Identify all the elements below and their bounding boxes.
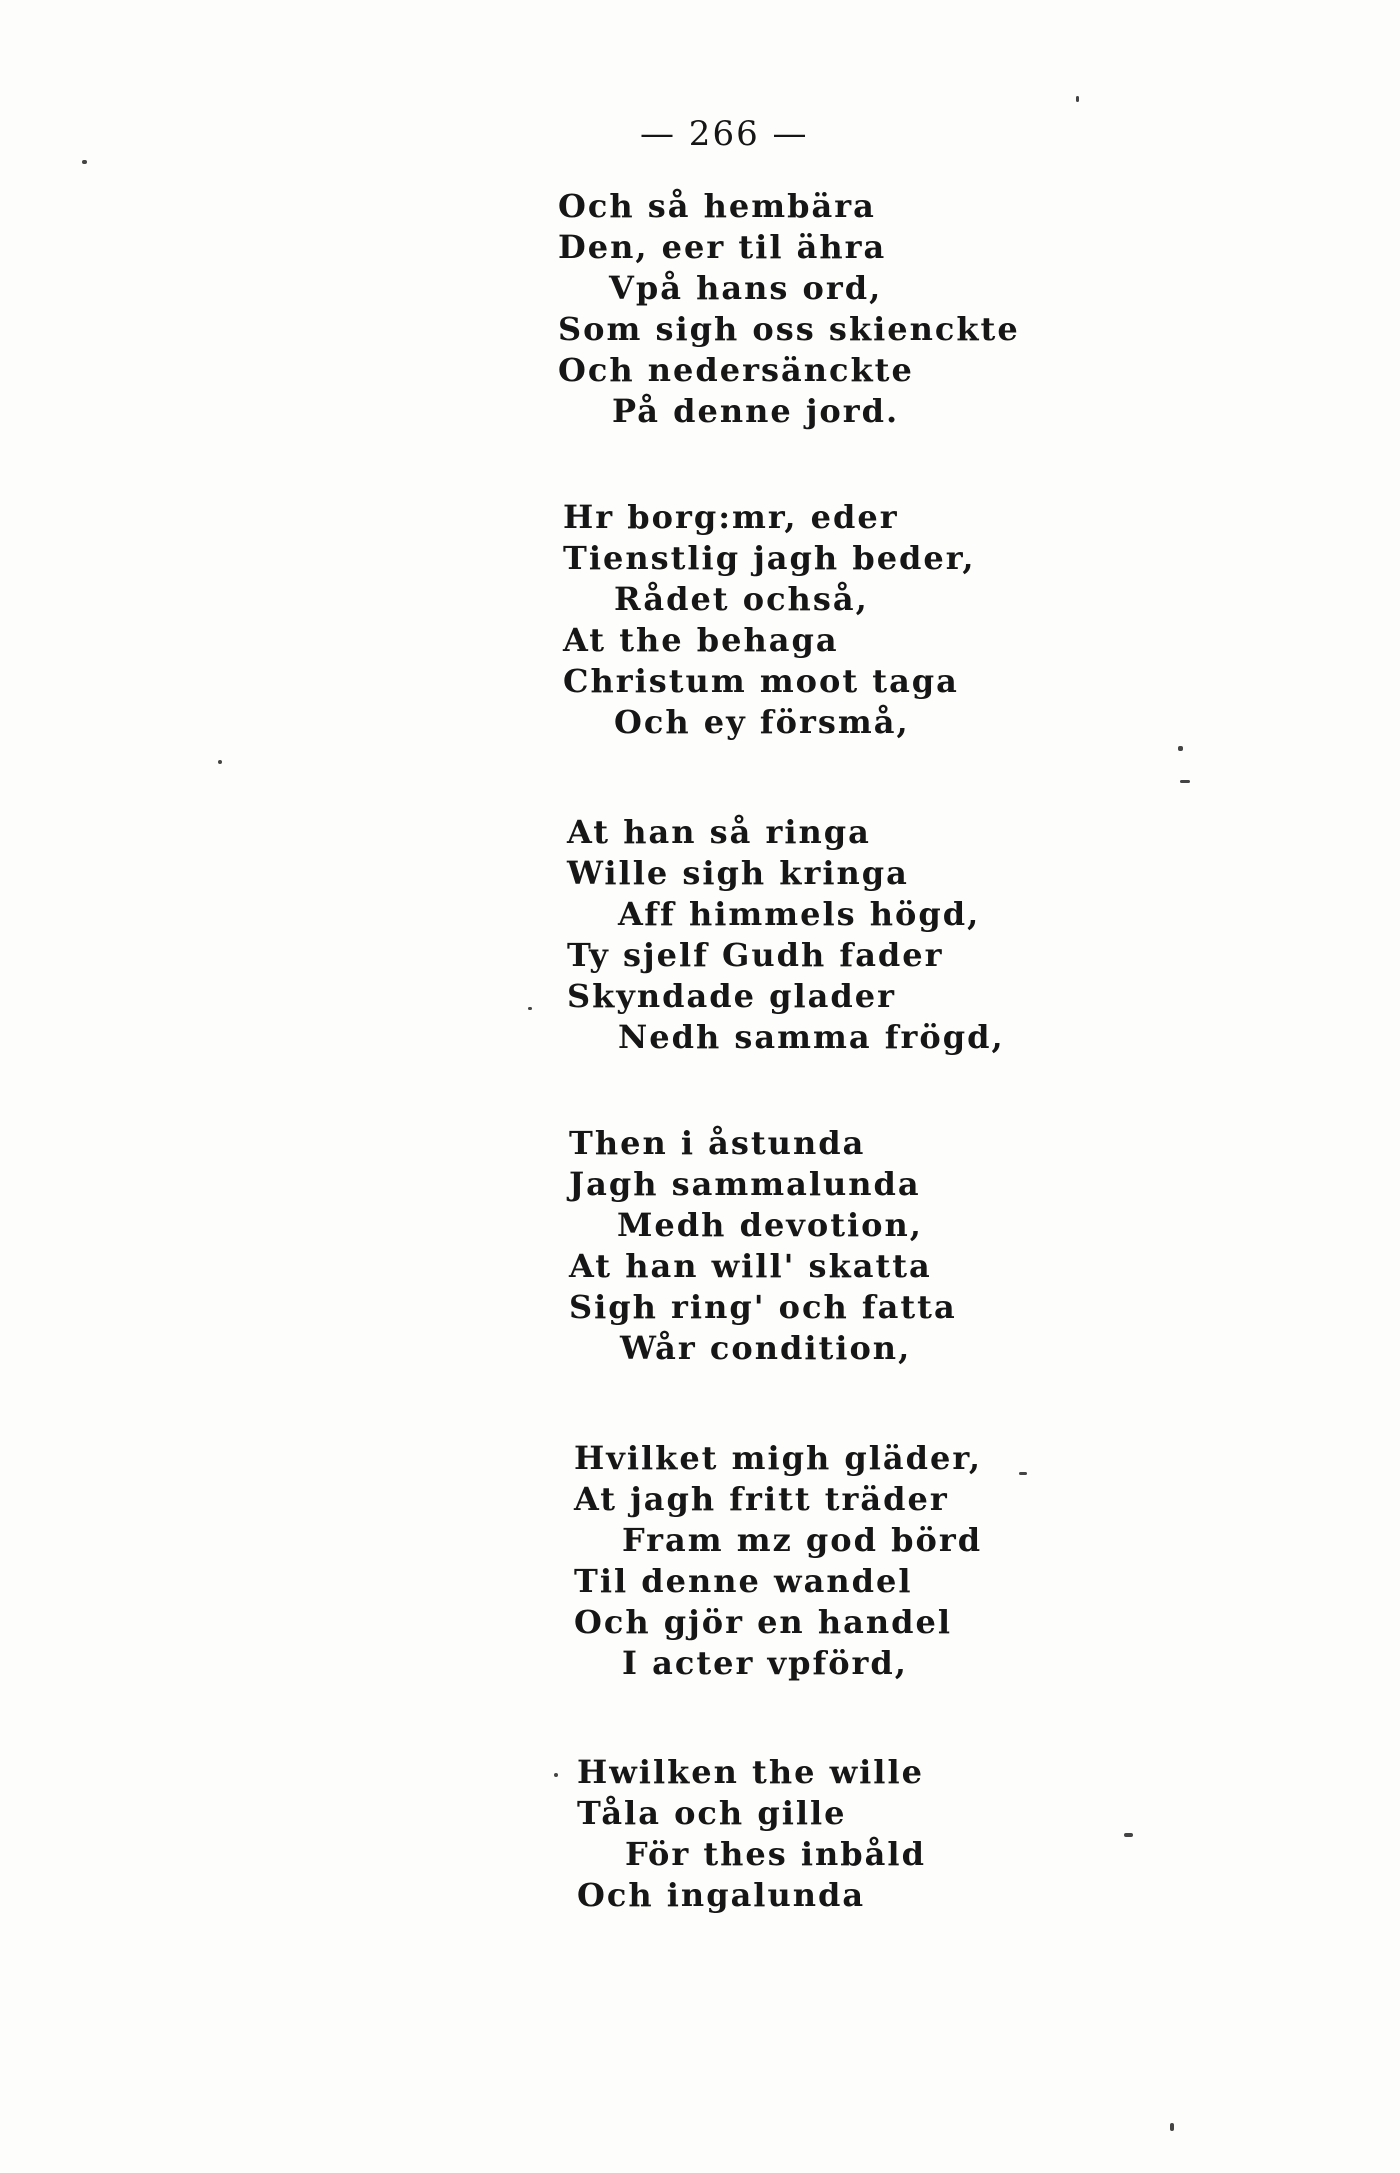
verse-line: Then i åstunda (569, 1124, 866, 1162)
verse-line: Skyndade glader (567, 977, 896, 1015)
verse-line: Wille sigh kringa (567, 854, 909, 892)
verse-line: Til denne wandel (574, 1562, 913, 1600)
verse-line: Och ingalunda (577, 1876, 866, 1914)
scan-speck (528, 1007, 532, 1010)
verse-line: Tienstlig jagh beder, (563, 539, 976, 577)
verse-line: Jagh sammalunda (569, 1165, 921, 1203)
verse-line: Christum moot taga (563, 662, 959, 700)
verse-line: Wår condition, (620, 1329, 912, 1367)
verse-line: Nedh samma frögd, (618, 1018, 1005, 1056)
scan-speck (218, 760, 222, 764)
verse-line: Som sigh oss skienckte (558, 310, 1020, 348)
verse-line: At jagh fritt träder (574, 1480, 949, 1518)
verse-line: Ty sjelf Gudh fader (567, 936, 944, 974)
scan-speck (1178, 746, 1183, 751)
verse-line: Medh devotion, (617, 1206, 923, 1244)
verse-line: Och ey försmå, (614, 703, 910, 741)
scan-speck (1019, 1472, 1027, 1475)
verse-line: Aff himmels högd, (618, 895, 981, 933)
verse-line: Och så hembära (558, 187, 876, 225)
verse-line: Hvilket migh gläder, (574, 1439, 983, 1477)
verse-line: Sigh ring' och fatta (569, 1288, 957, 1326)
page-number: — 266 — (640, 114, 809, 154)
scan-speck (1180, 780, 1190, 783)
verse-line: Hr borg:mr, eder (563, 498, 899, 536)
scan-speck (1124, 1833, 1133, 1837)
verse-line: Tåla och gille (577, 1794, 847, 1832)
verse-line: Fram mz god börd (622, 1521, 983, 1559)
verse-line: Vpå hans ord, (609, 269, 883, 307)
verse-line: Den, eer til ähra (558, 228, 887, 266)
scan-speck (82, 160, 87, 164)
verse-line: Och gjör en handel (574, 1603, 952, 1641)
verse-line: På denne jord. (612, 392, 900, 430)
verse-line: För thes inbåld (625, 1835, 926, 1873)
verse-line: Hwilken the wille (577, 1753, 924, 1791)
scan-speck (1170, 2123, 1174, 2131)
verse-line: Rådet ochså, (614, 580, 869, 618)
verse-line: At the behaga (563, 621, 839, 659)
verse-line: Och nedersänckte (558, 351, 914, 389)
verse-line: I acter vpförd, (622, 1644, 908, 1682)
verse-line: At han will' skatta (569, 1247, 932, 1285)
scan-speck (1076, 96, 1079, 102)
verse-line: At han så ringa (567, 813, 871, 851)
scan-speck (554, 1773, 558, 1777)
